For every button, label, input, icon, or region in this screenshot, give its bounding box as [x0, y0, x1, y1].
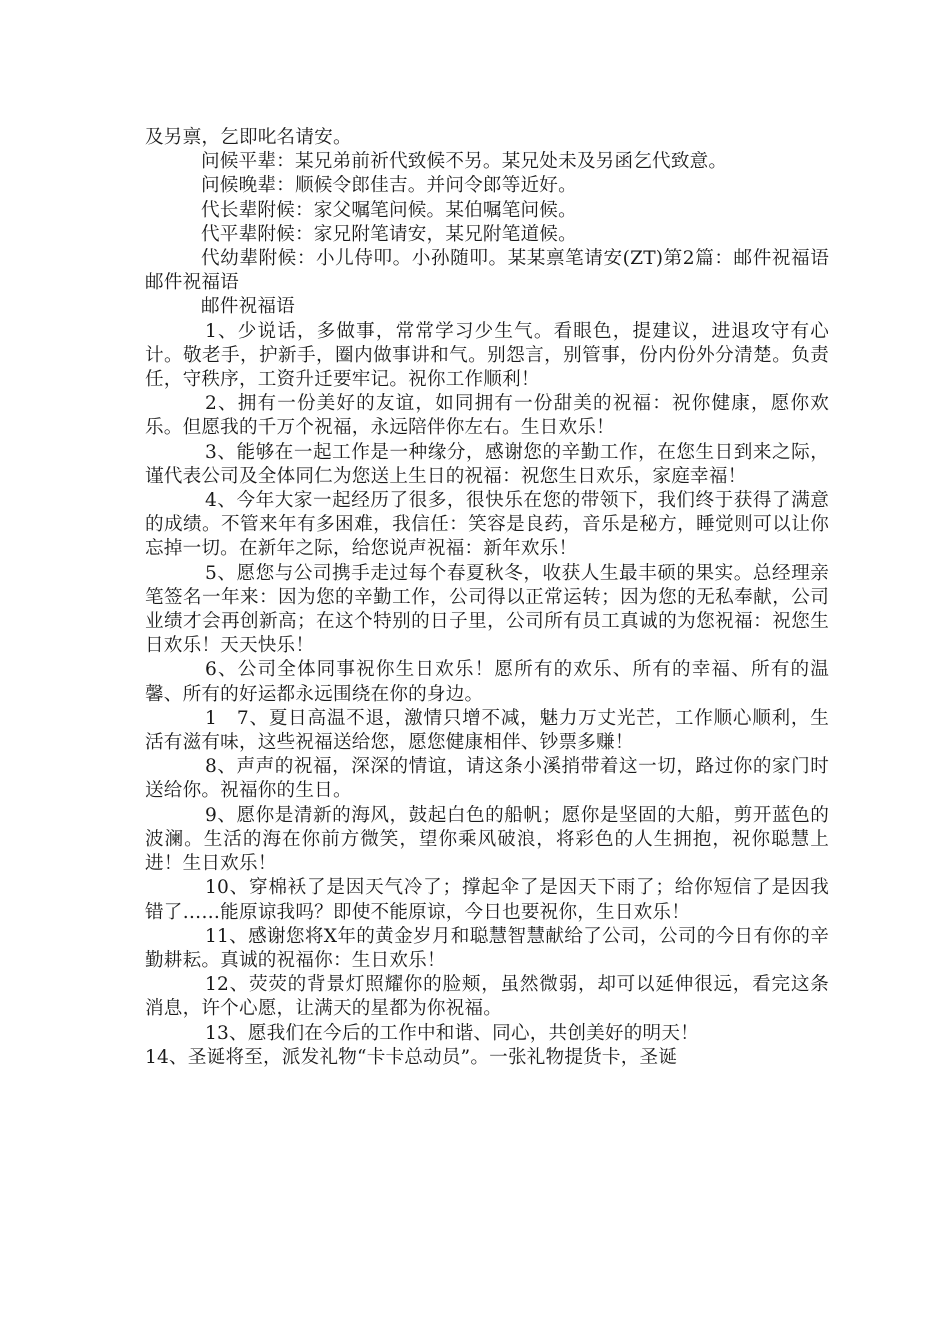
- list-item: 11、感谢您将X年的黄金岁月和聪慧智慧献给了公司，公司的今日有你的辛勤耕耘。真诚的祝福你：生日欢乐！: [145, 925, 829, 971]
- list-item: 5、愿您与公司携手走过每个春夏秋冬，收获人生最丰硕的果实。总经理亲笔签名一年来：因为您的辛勤工作，公司得以正常运转；因为您的无私奉献，公司业绩才会再创新高；在这个特别的日子里，公司所有员工真诚的为您祝福：祝您生日欢乐！天天快乐！: [145, 562, 829, 657]
- list-item: 1 7、夏日高温不退，激情只增不减，魅力万丈光芒，工作顺心顺利，生活有滋有味，这些祝福送给您，愿您健康相伴、钞票多赚！: [145, 707, 829, 754]
- list-item: 6、公司全体同事祝你生日欢乐！愿所有的欢乐、所有的幸福、所有的温馨、所有的好运都永远围绕在你的身边。: [145, 659, 829, 705]
- paragraph: 及另禀，乞即叱名请安。: [145, 127, 352, 148]
- list-item: 2、拥有一份美好的友谊，如同拥有一份甜美的祝福：祝你健康，愿你欢乐。但愿我的千万个祝福，永远陪伴你左右。生日欢乐！: [145, 393, 829, 439]
- list-item: 8、声声的祝福，深深的情谊，请这条小溪捎带着这一切，路过你的家门时送给你。祝福你的生日。: [145, 756, 829, 802]
- document-body: [145, 126, 829, 1070]
- section-heading: 邮件祝福语: [201, 296, 295, 318]
- list-item: 3、能够在一起工作是一种缘分，感谢您的辛勤工作，在您生日到来之际，谨代表公司及全体同仁为您送上生日的祝福：祝您生日欢乐，家庭幸福！: [145, 441, 829, 487]
- list-item: 1、少说话，多做事，常常学习少生气。看眼色，提建议，进退攻守有心计。敬老手，护新手，圈内做事讲和气。别怨言，别管事，份内份外分清楚。负责任，守秩序，工资升迁要牢记。祝你工作顺利！: [145, 320, 829, 391]
- paragraph: 代幼辈附候：小儿侍叩。小孙随叩。某某禀笔请安(ZT)第2篇：邮件祝福语邮件祝福语: [145, 248, 829, 294]
- paragraph: 代平辈附候：家兄附笔请安，某兄附笔道候。: [201, 223, 577, 245]
- list-item: 4、今年大家一起经历了很多，很快乐在您的带领下，我们终于获得了满意的成绩。不管来年有多困难，我信任：笑容是良药，音乐是秘方，睡觉则可以让你忘掉一切。在新年之际，给您说声祝福：新年欢乐！: [145, 490, 829, 560]
- paragraph: 问候晚辈：顺候令郎佳吉。并问令郎等近好。: [201, 175, 577, 197]
- list-item: 10、穿棉袄了是因天气冷了；撑起伞了是因天下雨了；给你短信了是因我错了……能原谅我吗？即使不能原谅，今日也要祝你，生日欢乐！: [145, 877, 829, 923]
- list-item: 14、圣诞将至，派发礼物“卡卡总动员”。一张礼物提货卡，圣诞: [145, 1046, 678, 1068]
- list-item: 13、愿我们在今后的工作中和谐、同心，共创美好的明天！: [205, 1022, 699, 1044]
- list-item: 12、荧荧的背景灯照耀你的脸颊，虽然微弱，却可以延伸很远，看完这条消息，许个心愿，让满天的星都为你祝福。: [145, 974, 829, 1020]
- list-item: 9、愿你是清新的海风，鼓起白色的船帆；愿你是坚固的大船，剪开蓝色的波澜。生活的海在你前方微笑，望你乘风破浪，将彩色的人生拥抱，祝你聪慧上进！生日欢乐！: [145, 804, 829, 875]
- paragraph: 代长辈附候：家父嘱笔问候。某伯嘱笔问候。: [201, 199, 577, 221]
- paragraph: 问候平辈：某兄弟前祈代致候不另。某兄处未及另函乞代致意。: [201, 151, 728, 173]
